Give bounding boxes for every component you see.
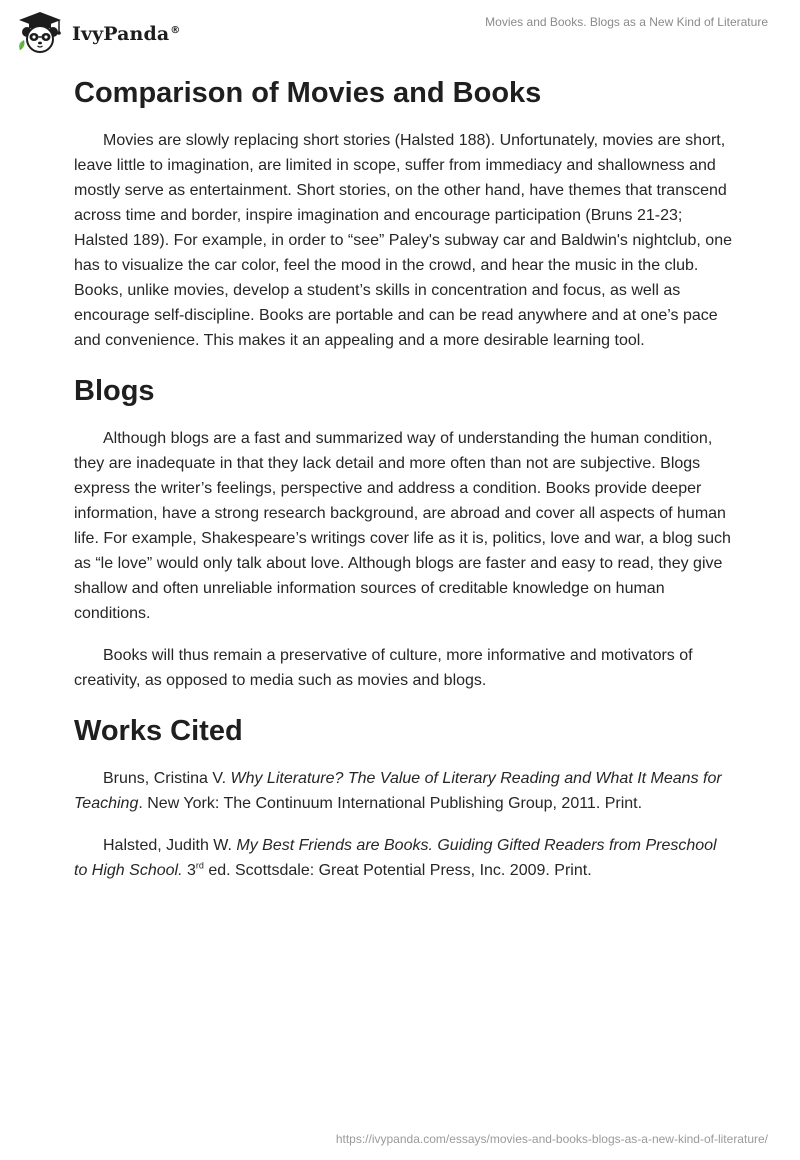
ivypanda-logo[interactable] [14,10,180,54]
citation-edition-suffix: rd [195,860,204,871]
citation-publication: ed. Scottsdale: Great Potential Press, Inc. 2009. Print. [203,862,592,879]
source-url[interactable]: https://ivypanda.com/essays/movies-and-books-blogs-as-a-new-kind-of-literature/ [335,1132,768,1146]
brand-name: IvyPanda® [72,23,181,45]
registered-mark: ® [170,24,181,36]
panda-graduate-icon [14,10,66,54]
citation-title: Why Literature? The Value of Literary Reading and What It Means for Teaching [74,770,722,812]
running-title: Movies and Books. Blogs as a New Kind of Literature [485,15,768,29]
blogs-paragraph-1: Although blogs are a fast and summarized way of understanding the human condition, they are inadequate in that they lack detail and more often than not are subjective. Blogs express the writer’s feelings, perspective and address a condition. Books provide deeper information, have a strong research background, are abroad and cover all aspects of human life. For example, Shakespeare’s writings cover life as it is, politics, love and war, a blog such as “le love” would only talk about love. Although blogs are faster and easy to read, they give shallow and often unreliable information sources of creditable knowledge on human conditions. [74,430,731,622]
citation-author: Bruns, Cristina V. [103,770,231,787]
citation-title: My Best Friends are Books. Guiding Gifted Readers from Preschool to High School. [74,837,717,879]
section-heading-blogs: Blogs [74,375,155,407]
comparison-paragraph: Movies are slowly replacing short stories (Halsted 188). Unfortunately, movies are short, leave little to imagination, are limited in scope, suffer from immediacy and shallowness and mostly serve as entertainment. Short stories, on the other hand, have themes that transcend across time and border, inspire imagination and encourage participation (Bruns 21-23; Halsted 189). For example, in order to “see” Paley's subway car and Baldwin's nightclub, one has to visualize the car color, feel the mood in the crowd, and hear the music in the club. Books, unlike movies, develop a student’s skills in concentration and focus, as well as encourage self-discipline. Books are portable and can be read anywhere and at one’s pace and convenience. This makes it an appealing and a more desirable learning tool. [74,132,732,349]
essay-body [74,70,734,900]
citation-publication: . New York: The Continuum International Publishing Group, 2011. Print. [138,795,643,812]
citation-halsted [74,833,734,883]
citation-bruns [74,766,734,816]
section-heading-comparison: Comparison of Movies and Books [74,77,542,109]
section-heading-works-cited: Works Cited [74,715,243,747]
citation-author: Halsted, Judith W. [103,837,237,854]
page-header [0,0,800,60]
citation-edition-number: 3 [182,862,196,879]
blogs-paragraph-2: Books will thus remain a preservative of culture, more informative and motivators of creativity, as opposed to media such as movies and blogs. [74,647,693,689]
